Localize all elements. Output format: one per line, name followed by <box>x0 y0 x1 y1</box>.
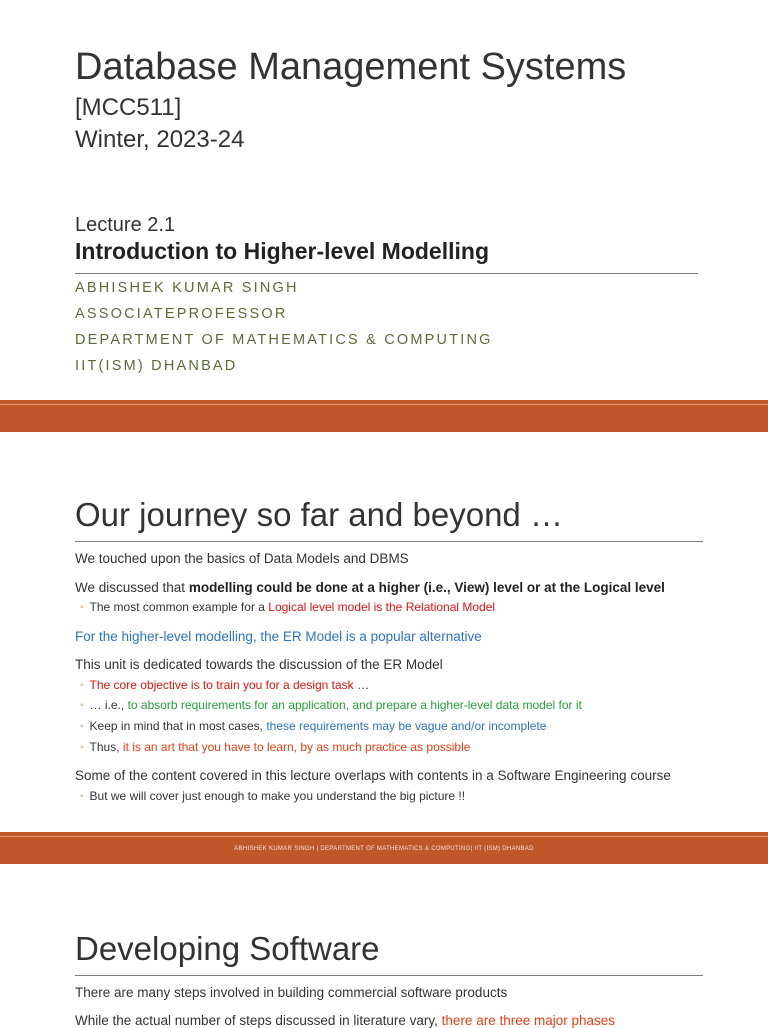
paragraph: We touched upon the basics of Data Models and DBMS <box>75 551 409 566</box>
sub-bullet: ◦ The most common example for a Logical level model is the Relational Model <box>80 600 496 614</box>
bullet-icon: ◦ <box>80 791 84 802</box>
sub-bullet: ◦ … i.e., to absorb requirements for an application, and prepare a higher-level data model for it <box>80 698 582 712</box>
author-institute: IIT(ISM) DHANBAD <box>75 358 238 374</box>
author-department: DEPARTMENT OF MATHEMATICS & COMPUTING <box>75 332 493 348</box>
paragraph: We discussed that modelling could be done at a higher (i.e., View) level or at the Logical level <box>75 580 665 595</box>
bullet-icon: ◦ <box>80 700 84 711</box>
paragraph: This unit is dedicated towards the discussion of the ER Model <box>75 657 443 672</box>
lecture-title: Introduction to Higher-level Modelling <box>75 238 489 264</box>
paragraph: While the actual number of steps discussed in literature vary, there are three major phases <box>75 1013 616 1028</box>
title-divider <box>75 273 698 274</box>
slide-footer-band <box>0 832 768 864</box>
lecture-number: Lecture 2.1 <box>75 214 176 236</box>
course-code: [MCC511] <box>75 94 182 121</box>
sub-bullet: ◦ Thus, it is an art that you have to learn, by as much practice as possible <box>80 740 471 754</box>
bullet-icon: ◦ <box>80 721 84 732</box>
sub-bullet: ◦ The core objective is to train you for a design task … <box>80 678 370 692</box>
term-label: Winter, 2023-24 <box>75 126 245 153</box>
heading-divider <box>75 541 703 542</box>
author-name: ABHISHEK KUMAR SINGH <box>75 280 299 296</box>
bullet-icon: ◦ <box>80 742 84 753</box>
paragraph-highlight: For the higher-level modelling, the ER Model is a popular alternative <box>75 629 482 644</box>
bullet-icon: ◦ <box>80 602 84 613</box>
slide-separator-band <box>0 400 768 432</box>
bullet-icon: ◦ <box>80 680 84 691</box>
heading-divider <box>75 975 703 976</box>
paragraph: Some of the content covered in this lecture overlaps with contents in a Software Engineering course <box>75 768 671 783</box>
slide-heading: Our journey so far and beyond … <box>75 496 563 533</box>
paragraph: There are many steps involved in building commercial software products <box>75 985 508 1000</box>
slide-heading: Developing Software <box>75 930 380 967</box>
sub-bullet: ◦ But we will cover just enough to make you understand the big picture !! <box>80 789 466 803</box>
author-position: ASSOCIATEPROFESSOR <box>75 306 288 322</box>
slide-footer-text: ABHISHEK KUMAR SINGH | DEPARTMENT OF MATHEMATICS & COMPUTING| IIT (ISM) DHANBAD <box>234 846 534 852</box>
slide-title: Database Management Systems <box>75 46 627 88</box>
sub-bullet: ◦ Keep in mind that in most cases, these requirements may be vague and/or incomplete <box>80 719 547 733</box>
